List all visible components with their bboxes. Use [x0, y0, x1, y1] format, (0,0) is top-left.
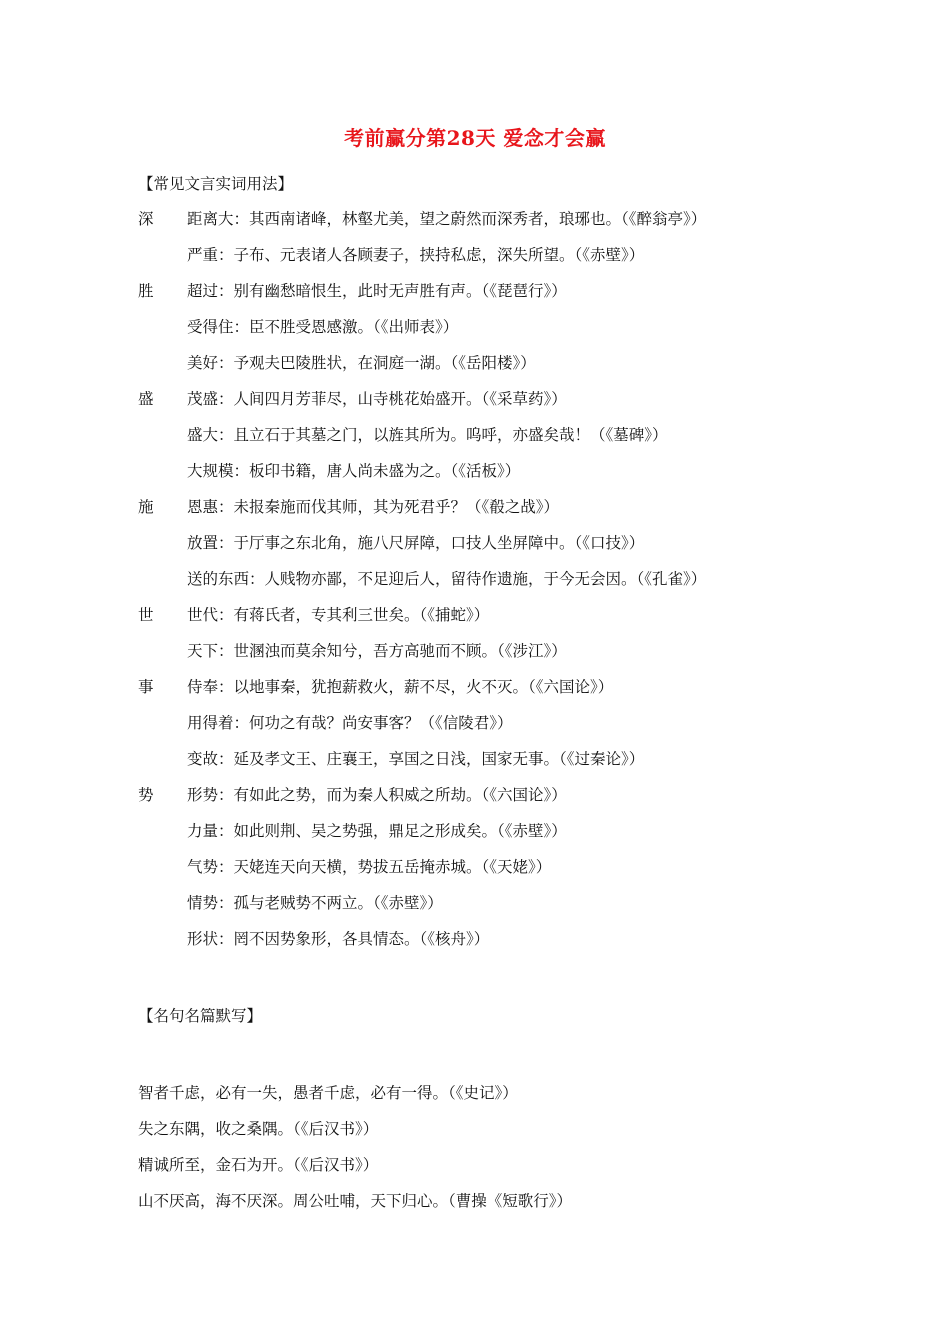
vocab-row — [0, 639, 950, 663]
vocab-row — [0, 819, 950, 843]
vocab-row — [0, 315, 950, 339]
vocab-definition: 变故：延及孝文王、庄襄王，享国之日浅，国家无事。（《过秦论》） — [187, 750, 645, 768]
vocab-row — [0, 675, 950, 699]
vocab-definition: 世代：有蒋氏者，专其利三世矣。（《捕蛇》） — [187, 606, 490, 624]
vocab-row — [0, 927, 950, 951]
vocab-definition: 恩惠：未报秦施而伐其师，其为死君乎？（《殽之战》） — [187, 498, 560, 516]
vocab-row — [0, 351, 950, 375]
vocab-definition: 力量：如此则荆、吴之势强，鼎足之形成矣。（《赤壁》） — [187, 822, 567, 840]
vocab-row — [0, 711, 950, 735]
vocab-row — [0, 855, 950, 879]
vocab-row — [0, 495, 950, 519]
vocab-row — [0, 531, 950, 555]
vocab-definition: 盛大：且立石于其墓之门，以旌其所为。呜呼，亦盛矣哉！（《墓碑》） — [187, 426, 668, 444]
vocab-definition: 大规模：板印书籍，唐人尚未盛为之。（《活板》） — [187, 462, 521, 480]
vocab-row — [0, 243, 950, 267]
vocab-definition: 情势：孤与老贼势不两立。（《赤壁》） — [187, 894, 443, 912]
vocab-definition: 超过：别有幽愁暗恨生，此时无声胜有声。（《琵琶行》） — [187, 282, 567, 300]
quote-line: 智者千虑，必有一失，愚者千虑，必有一得。（《史记》） — [138, 1084, 518, 1102]
vocab-definition: 侍奉：以地事秦，犹抱薪救火，薪不尽，火不灭。（《六国论》） — [187, 678, 614, 696]
section-heading-quotes: 【名句名篇默写】 — [138, 1007, 263, 1025]
vocab-word: 深 — [138, 210, 154, 228]
vocab-row — [0, 603, 950, 627]
vocab-definition: 严重：子布、元表诸人各顾妻子，挟持私虑，深失所望。（《赤壁》） — [187, 246, 645, 264]
vocab-word: 势 — [138, 786, 154, 804]
vocab-word: 施 — [138, 498, 154, 516]
vocab-row — [0, 387, 950, 411]
vocab-row — [0, 567, 950, 591]
vocab-definition: 茂盛：人间四月芳菲尽，山寺桃花始盛开。（《采草药》） — [187, 390, 567, 408]
vocab-definition: 形状：罔不因势象形，各具情态。（《核舟》） — [187, 930, 490, 948]
vocab-row — [0, 747, 950, 771]
vocab-definition: 美好：予观夫巴陵胜状，在洞庭一湖。（《岳阳楼》） — [187, 354, 536, 372]
vocab-row — [0, 279, 950, 303]
page-title: 考前赢分第28天 爱念才会赢 — [344, 126, 606, 150]
vocab-definition: 用得着：何功之有哉？尚安事客？（《信陵君》） — [187, 714, 513, 732]
quote-line: 精诚所至，金石为开。（《后汉书》） — [138, 1156, 379, 1174]
vocab-definition: 气势：天姥连天向天横，势拔五岳掩赤城。（《天姥》） — [187, 858, 552, 876]
vocab-definition: 放置：于厅事之东北角，施八尺屏障，口技人坐屏障中。（《口技》） — [187, 534, 645, 552]
vocab-word: 世 — [138, 606, 154, 624]
vocab-word: 胜 — [138, 282, 154, 300]
vocab-row — [0, 891, 950, 915]
section-heading-vocabulary: 【常见文言实词用法】 — [138, 175, 294, 193]
vocab-row — [0, 207, 950, 231]
vocab-definition: 送的东西：人贱物亦鄙，不足迎后人，留待作遗施，于今无会因。（《孔雀》） — [187, 570, 707, 588]
vocab-word: 盛 — [138, 390, 154, 408]
quote-line: 山不厌高，海不厌深。周公吐哺，天下归心。（曹操《短歌行》） — [138, 1192, 573, 1210]
vocab-row — [0, 423, 950, 447]
vocab-word: 事 — [138, 678, 154, 696]
vocab-definition: 距离大：其西南诸峰，林壑尤美，望之蔚然而深秀者，琅琊也。（《醉翁亭》） — [187, 210, 707, 228]
vocab-definition: 受得住：臣不胜受恩感激。（《出师表》） — [187, 318, 459, 336]
vocab-row — [0, 459, 950, 483]
vocab-definition: 天下：世溷浊而莫余知兮，吾方高驰而不顾。（《涉江》） — [187, 642, 567, 660]
quote-line: 失之东隅，收之桑隅。（《后汉书》） — [138, 1120, 379, 1138]
vocab-row — [0, 783, 950, 807]
vocab-definition: 形势：有如此之势，而为秦人积威之所劫。（《六国论》） — [187, 786, 567, 804]
